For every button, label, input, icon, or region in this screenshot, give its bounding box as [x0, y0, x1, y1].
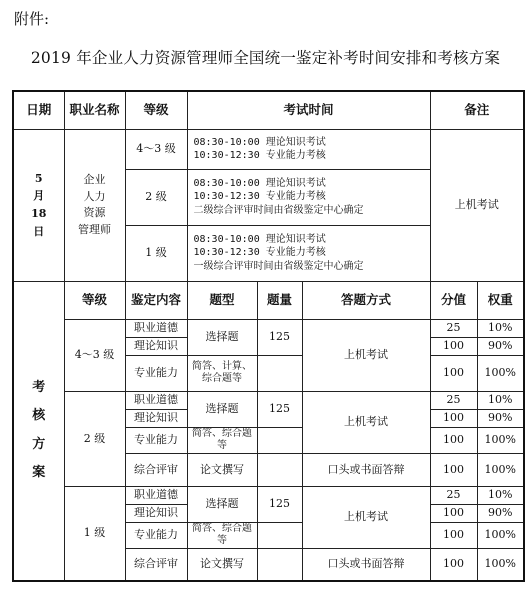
plan-count: 125 — [257, 391, 302, 427]
plan-header-content: 鉴定内容 — [125, 281, 187, 319]
date-line: 5 — [34, 171, 43, 185]
plan-method: 上机考试 — [302, 486, 430, 548]
plan-row — [13, 391, 524, 409]
plan-method: 上机考试 — [302, 319, 430, 391]
date-line: 18 — [31, 207, 47, 220]
plan-type: 简答、综合题等 — [187, 427, 257, 453]
plan-score: 100 — [430, 522, 477, 548]
plan-header-row — [13, 281, 524, 319]
plan-content: 综合评审 — [125, 548, 187, 581]
attachment-label: 附件: — [14, 10, 50, 28]
plan-content: 专业能力 — [125, 427, 187, 453]
plan-level: 4～3 级 — [64, 319, 125, 391]
plan-row — [13, 319, 524, 337]
plan-header-weight: 权重 — [477, 281, 524, 319]
plan-header-level: 等级 — [64, 281, 125, 319]
plan-count — [257, 453, 302, 486]
plan-count: 125 — [257, 486, 302, 522]
plan-weight: 90% — [477, 409, 524, 427]
plan-content: 理论知识 — [125, 337, 187, 355]
occupation-line: 企业 — [83, 173, 106, 186]
exam-schedule-table — [12, 90, 525, 582]
plan-content: 职业道德 — [125, 486, 187, 504]
plan-type: 论文撰写 — [187, 548, 257, 581]
plan-weight: 100% — [477, 427, 524, 453]
plan-score: 100 — [430, 355, 477, 391]
plan-header-type: 题型 — [187, 281, 257, 319]
plan-header-method: 答题方式 — [302, 281, 430, 319]
plan-score: 25 — [430, 391, 477, 409]
plan-weight: 100% — [477, 453, 524, 486]
time-line: 08:30-10:00 理论知识考试 — [193, 233, 326, 245]
plan-content: 专业能力 — [125, 522, 187, 548]
date-line: 月 — [33, 189, 45, 203]
plan-method: 口头或书面答辩 — [302, 453, 430, 486]
plan-weight: 100% — [477, 548, 524, 581]
plan-side-char: 方 — [32, 436, 46, 452]
plan-count — [257, 522, 302, 548]
occupation-name — [64, 129, 125, 281]
plan-type: 论文撰写 — [187, 453, 257, 486]
plan-weight: 10% — [477, 319, 524, 337]
header-notes: 备注 — [430, 91, 524, 129]
time-line: 08:30-10:00 理论知识考试 — [193, 177, 326, 189]
time-line: 一级综合评审时间由省级鉴定中心确定 — [193, 260, 364, 272]
plan-weight: 100% — [477, 355, 524, 391]
schedule-level: 4～3 级 — [125, 129, 187, 169]
plan-score: 100 — [430, 427, 477, 453]
plan-method: 口头或书面答辩 — [302, 548, 430, 581]
occupation-line: 人力 — [83, 189, 106, 203]
header-date: 日期 — [13, 91, 64, 129]
schedule-times — [187, 129, 430, 169]
plan-weight: 100% — [477, 522, 524, 548]
schedule-row — [13, 129, 524, 169]
plan-type: 简答、计算、综合题等 — [187, 355, 257, 391]
time-line: 二级综合评审时间由省级鉴定中心确定 — [193, 204, 364, 216]
plan-type: 选择题 — [187, 391, 257, 427]
plan-row — [13, 486, 524, 504]
plan-score: 100 — [430, 337, 477, 355]
plan-header-count: 题量 — [257, 281, 302, 319]
plan-weight: 90% — [477, 337, 524, 355]
plan-type: 简答、综合题等 — [187, 522, 257, 548]
schedule-level: 2 级 — [125, 169, 187, 225]
schedule-note: 上机考试 — [430, 129, 524, 281]
plan-type: 选择题 — [187, 486, 257, 522]
time-line: 08:30-10:00 理论知识考试 — [193, 136, 326, 148]
plan-content: 理论知识 — [125, 409, 187, 427]
plan-type: 选择题 — [187, 319, 257, 355]
plan-side-char: 案 — [32, 465, 46, 481]
plan-weight: 10% — [477, 486, 524, 504]
plan-side-label — [13, 281, 64, 581]
plan-score: 100 — [430, 409, 477, 427]
plan-level: 1 级 — [64, 486, 125, 581]
schedule-times — [187, 225, 430, 281]
plan-score: 25 — [430, 319, 477, 337]
schedule-header-row — [13, 91, 524, 129]
occupation-line: 管理师 — [78, 222, 111, 236]
time-line: 10:30-12:30 专业能力考核 — [193, 247, 326, 259]
plan-content: 综合评审 — [125, 453, 187, 486]
plan-side-char: 考 — [32, 379, 46, 395]
plan-score: 100 — [430, 548, 477, 581]
plan-score: 100 — [430, 453, 477, 486]
plan-content: 专业能力 — [125, 355, 187, 391]
occupation-line: 资源 — [83, 206, 106, 219]
time-line: 10:30-12:30 专业能力考核 — [193, 191, 326, 203]
plan-method: 上机考试 — [302, 391, 430, 453]
header-exam-time: 考试时间 — [187, 91, 430, 129]
plan-count — [257, 427, 302, 453]
schedule-times — [187, 169, 430, 225]
plan-count — [257, 355, 302, 391]
exam-date — [13, 129, 64, 281]
plan-weight: 10% — [477, 391, 524, 409]
schedule-level: 1 级 — [125, 225, 187, 281]
time-line: 10:30-12:30 专业能力考核 — [193, 150, 326, 161]
plan-content: 理论知识 — [125, 504, 187, 522]
plan-score: 25 — [430, 486, 477, 504]
plan-count — [257, 548, 302, 581]
date-line: 日 — [33, 224, 45, 238]
document-title: 2019 年企业人力资源管理师全国统一鉴定补考时间安排和考核方案 — [30, 49, 501, 67]
plan-weight: 90% — [477, 504, 524, 522]
plan-content: 职业道德 — [125, 319, 187, 337]
plan-content: 职业道德 — [125, 391, 187, 409]
plan-score: 100 — [430, 504, 477, 522]
plan-header-score: 分值 — [430, 281, 477, 319]
header-occupation: 职业名称 — [64, 91, 125, 129]
plan-level: 2 级 — [64, 391, 125, 486]
header-level: 等级 — [125, 91, 187, 129]
plan-count: 125 — [257, 319, 302, 355]
plan-side-char: 核 — [32, 408, 46, 424]
